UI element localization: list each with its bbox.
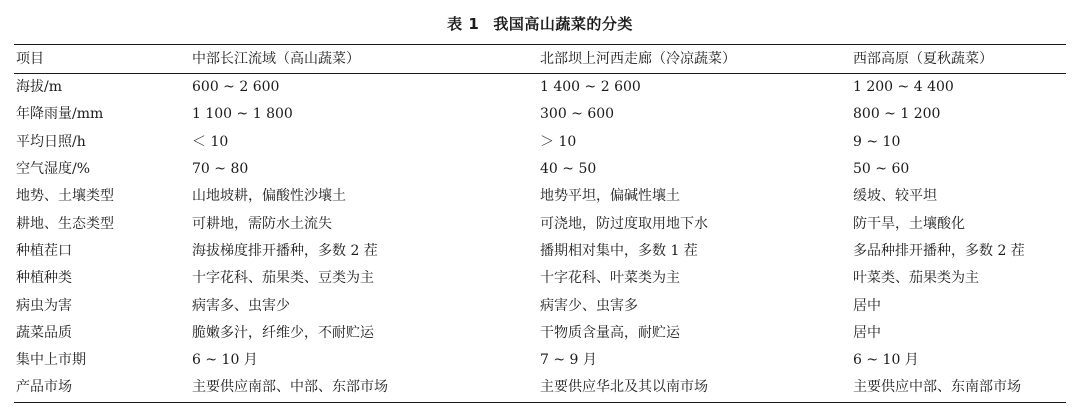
west-cell: 居中: [853, 297, 881, 314]
central-cell: 山地坡耕，偏酸性沙壤土: [192, 188, 346, 205]
table-row: [14, 292, 1066, 319]
table-row: [14, 101, 1066, 128]
table-row: [14, 374, 1066, 402]
table-title: 我国高山蔬菜的分类: [493, 15, 633, 33]
central-cell: 十字花科、茄果类、豆类为主: [192, 270, 374, 287]
table-row: [14, 74, 1066, 102]
north-cell: 主要供应华北及其以南市场: [540, 379, 708, 396]
row-label-cell: 年降雨量/mm: [16, 106, 104, 123]
central-cell: ＜ 10: [192, 133, 229, 150]
west-cell: 多品种排开播种，多数 2 茬: [853, 242, 1025, 259]
north-cell: 地势平坦，偏碱性壤土: [540, 188, 680, 205]
central-cell: 600 ~ 2 600: [192, 79, 280, 96]
central-cell: 可耕地，需防水土流失: [192, 215, 332, 232]
north-cell: ＞ 10: [540, 133, 577, 150]
west-cell: 主要供应中部、东南部市场: [853, 379, 1021, 396]
table-row: [14, 129, 1066, 156]
central-cell: 1 100 ~ 1 800: [192, 106, 293, 123]
north-cell: 播期相对集中，多数 1 茬: [540, 242, 698, 259]
table-row: [14, 183, 1066, 210]
central-cell: 70 ~ 80: [192, 161, 249, 178]
row-label-cell: 地势、土壤类型: [16, 188, 114, 205]
table-body: [14, 74, 1066, 403]
central-cell: 6 ~ 10 月: [192, 352, 258, 369]
row-label-cell: 海拔/m: [16, 79, 62, 96]
table-header: [14, 45, 1066, 74]
north-cell: 可浇地，防过度取用地下水: [540, 215, 708, 232]
west-cell: 50 ~ 60: [853, 161, 910, 178]
table-row: [14, 238, 1066, 265]
north-cell: 十字花科、叶菜类为主: [540, 270, 680, 287]
west-cell: 叶菜类、茄果类为主: [853, 270, 979, 287]
row-label-cell: 蔬菜品质: [16, 324, 72, 341]
row-label-cell: 病虫为害: [16, 297, 72, 314]
west-cell: 防干旱，土壤酸化: [853, 215, 965, 232]
north-cell: 干物质含量高，耐贮运: [540, 324, 680, 341]
west-cell: 缓坡、较平坦: [853, 188, 937, 205]
central-cell: 脆嫩多汁，纤维少，不耐贮运: [192, 324, 374, 341]
table-container: [14, 44, 1066, 403]
table-row: [14, 265, 1066, 292]
table-number: 表 1: [447, 15, 480, 33]
table-row: [14, 156, 1066, 183]
table-row: [14, 210, 1066, 237]
classification-table: [14, 44, 1066, 403]
central-cell: 海拔梯度排开播种，多数 2 茬: [192, 242, 378, 259]
table-caption: [0, 14, 1080, 34]
north-cell: 40 ~ 50: [540, 161, 597, 178]
header-cell-north: 北部坝上河西走廊（冷凉蔬菜）: [540, 50, 736, 67]
north-cell: 7 ~ 9 月: [540, 352, 597, 369]
west-cell: 9 ~ 10: [853, 133, 901, 150]
row-label-cell: 种植种类: [16, 270, 72, 287]
north-cell: 300 ~ 600: [540, 106, 615, 123]
north-cell: 1 400 ~ 2 600: [540, 79, 641, 96]
central-cell: 主要供应南部、中部、东部市场: [192, 379, 388, 396]
header-row: [14, 45, 1066, 74]
header-cell-central: 中部长江流域（高山蔬菜）: [192, 50, 360, 67]
row-label-cell: 产品市场: [16, 379, 72, 396]
west-cell: 800 ~ 1 200: [853, 106, 941, 123]
table-row: [14, 347, 1066, 374]
row-label-cell: 种植茬口: [16, 242, 72, 259]
table-row: [14, 320, 1066, 347]
west-cell: 6 ~ 10 月: [853, 352, 919, 369]
row-label-cell: 耕地、生态类型: [16, 215, 114, 232]
central-cell: 病害多、虫害少: [192, 297, 290, 314]
north-cell: 病害少、虫害多: [540, 297, 638, 314]
row-label-cell: 集中上市期: [16, 352, 86, 369]
row-label-cell: 空气湿度/%: [16, 161, 91, 178]
header-cell-item: 项目: [16, 50, 44, 67]
west-cell: 居中: [853, 324, 881, 341]
row-label-cell: 平均日照/h: [16, 133, 86, 150]
west-cell: 1 200 ~ 4 400: [853, 79, 954, 96]
header-cell-west: 西部高原（夏秋蔬菜）: [853, 50, 993, 67]
